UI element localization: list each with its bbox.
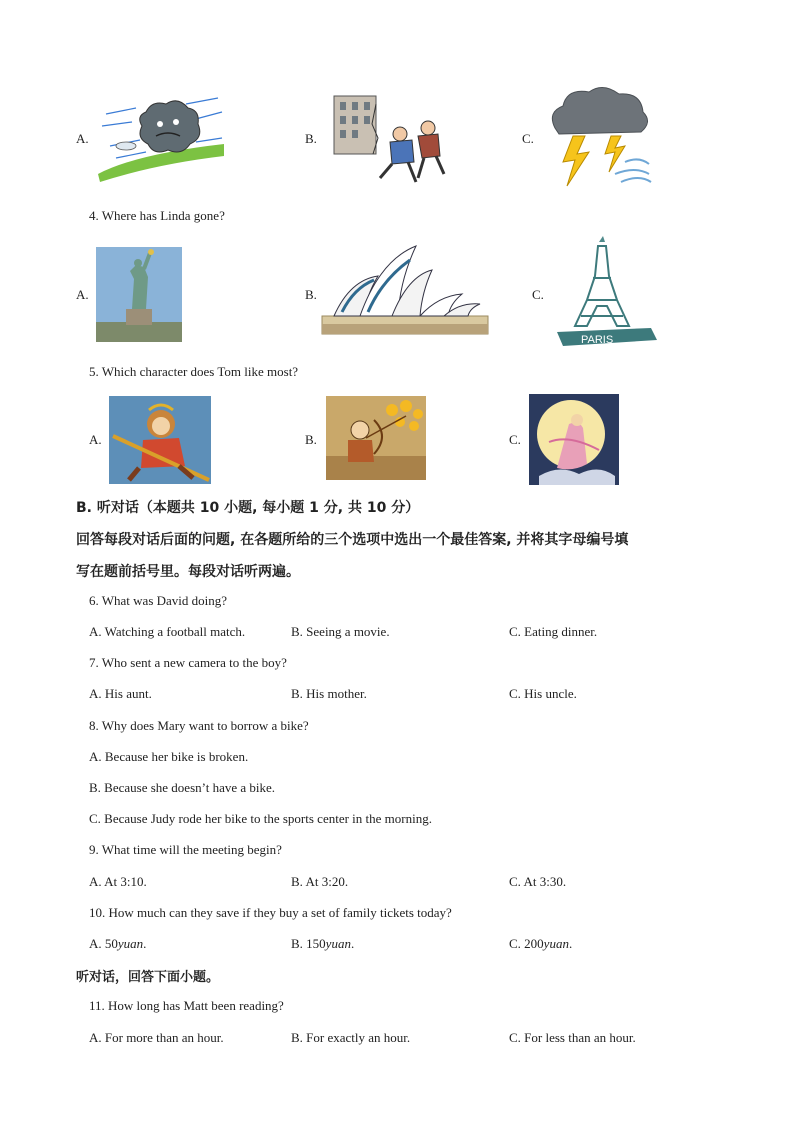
q5-option-b-label: B. (305, 432, 317, 447)
archer-houyi-image (326, 396, 426, 480)
question-10: 10. How much can they save if they buy a set of family tickets today? (89, 905, 452, 920)
question-5: 5. Which character does Tom like most? (89, 364, 299, 379)
section-b-instruction-1: 回答每段对话后面的问题, 在各题所给的三个选项中选出一个最佳答案, 并将其字母编号填 (76, 532, 629, 548)
q9-option-a: A. At 3:10. (89, 874, 147, 889)
q5-option-a-label: A. (89, 432, 102, 447)
q5-option-c-label: C. (509, 432, 521, 447)
option-a-label: A. (76, 131, 89, 146)
question-8: 8. Why does Mary want to borrow a bike? (89, 718, 309, 733)
q7-option-a: A. His aunt. (89, 686, 152, 701)
change-moon-goddess-image (529, 394, 619, 485)
q11-option-c: C. For less than an hour. (509, 1030, 636, 1045)
q9-option-b: B. At 3:20. (291, 874, 349, 889)
q8-option-b: B. Because she doesn’t have a bike. (89, 780, 276, 795)
monkey-king-image (109, 396, 211, 484)
q10-option-a: A. 50yuan. (89, 936, 147, 951)
q8-option-a: A. Because her bike is broken. (89, 749, 249, 764)
q8-option-c: C. Because Judy rode her bike to the sports center in the morning. (89, 811, 432, 826)
windy-weather-image (96, 94, 226, 182)
option-b-label: B. (305, 131, 317, 146)
q4-option-b-label: B. (305, 287, 317, 302)
section-b-title: B. 听对话（本题共 10 小题, 每小题 1 分, 共 10 分） (76, 500, 420, 516)
earthquake-image (330, 94, 448, 184)
q11-option-b: B. For exactly an hour. (291, 1030, 411, 1045)
q10-option-c: C. 200yuan. (509, 936, 573, 951)
paris-label: PARIS (581, 334, 614, 346)
q6-option-c: C. Eating dinner. (509, 624, 598, 639)
q4-option-a-label: A. (76, 287, 89, 302)
q6-option-b: B. Seeing a movie. (291, 624, 390, 639)
question-11: 11. How long has Matt been reading? (89, 998, 284, 1013)
q10-option-b: B. 150yuan. (291, 936, 355, 951)
listen-instruction: 听对话，回答下面小题。 (76, 970, 220, 985)
q4-option-c-label: C. (532, 287, 544, 302)
question-7: 7. Who sent a new camera to the boy? (89, 655, 287, 670)
q7-option-c: C. His uncle. (509, 686, 577, 701)
q6-option-a: A. Watching a football match. (89, 624, 246, 639)
q7-option-b: B. His mother. (291, 686, 367, 701)
section-b-instruction-2: 写在题前括号里。每段对话听两遍。 (76, 564, 300, 580)
thunderstorm-image (545, 82, 653, 192)
q9-option-c: C. At 3:30. (509, 874, 567, 889)
eiffel-tower-image (553, 236, 661, 352)
sydney-opera-house-image (320, 240, 490, 338)
question-9: 9. What time will the meeting begin? (89, 842, 282, 857)
question-6: 6. What was David doing? (89, 593, 228, 608)
statue-of-liberty-image (96, 247, 182, 342)
option-c-label: C. (522, 131, 534, 146)
question-4: 4. Where has Linda gone? (89, 208, 225, 223)
q11-option-a: A. For more than an hour. (89, 1030, 224, 1045)
